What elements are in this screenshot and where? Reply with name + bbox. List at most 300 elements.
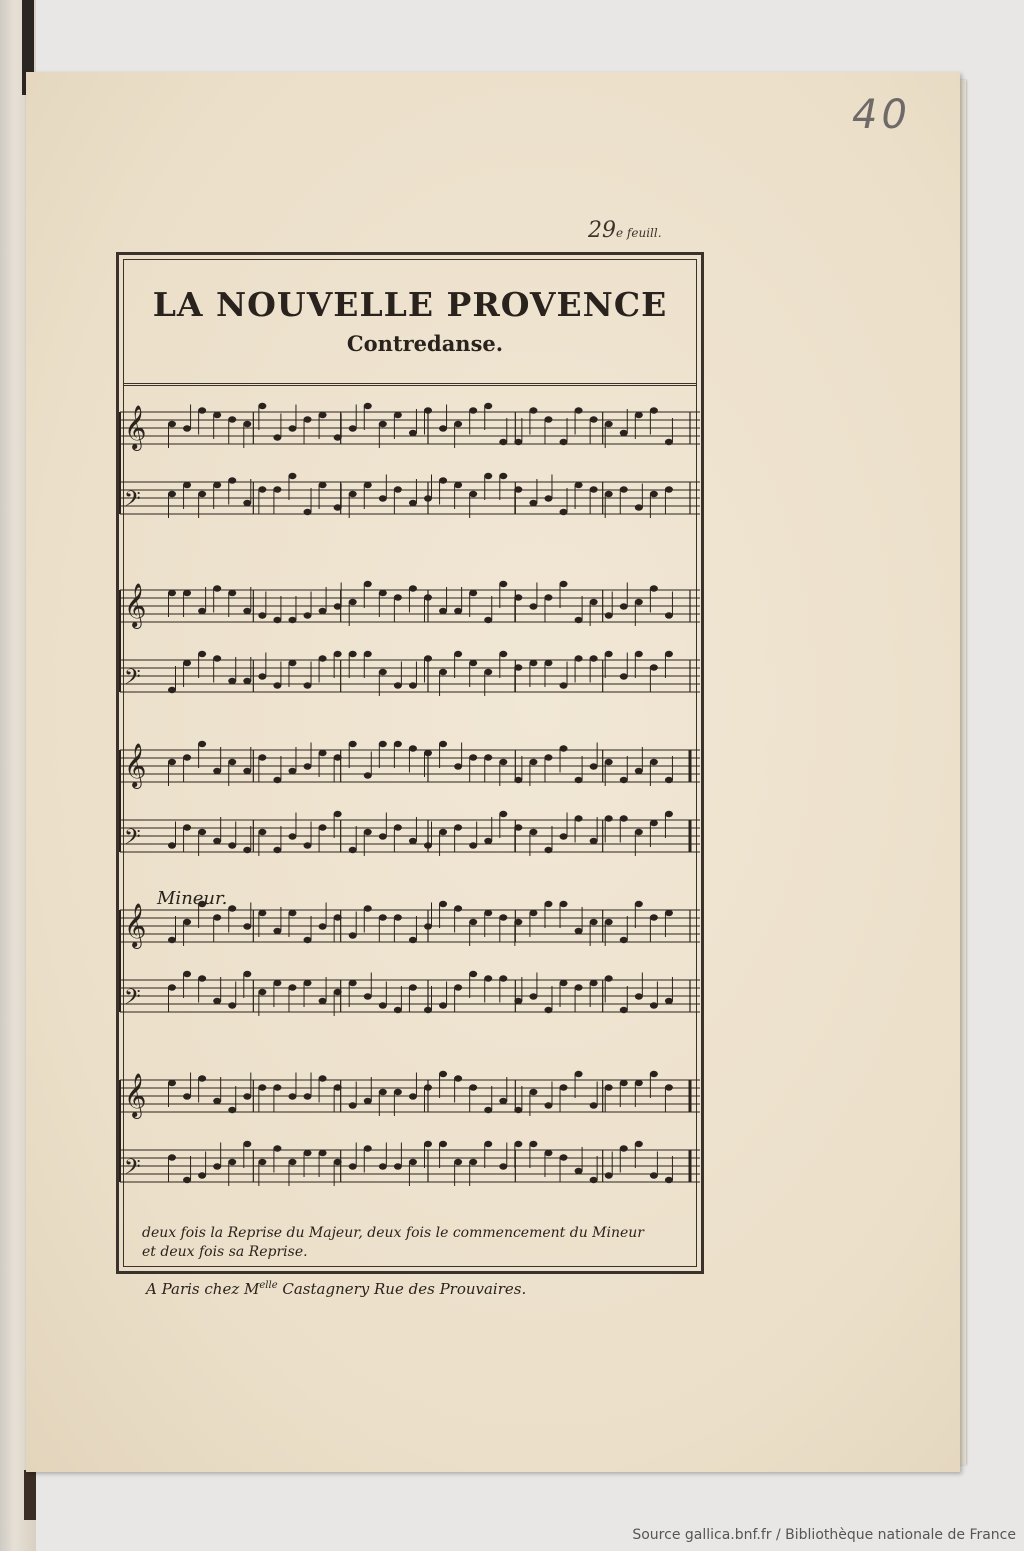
note-head xyxy=(183,660,191,666)
note-head xyxy=(560,833,568,839)
note-head xyxy=(499,439,507,445)
note-head xyxy=(665,910,673,916)
note-head xyxy=(650,1172,658,1178)
note-head xyxy=(258,754,266,760)
note-head xyxy=(499,1098,507,1104)
note-head xyxy=(544,754,552,760)
note-head xyxy=(469,660,477,666)
note-head xyxy=(258,673,266,679)
note-head xyxy=(258,989,266,995)
clef-glyph: 𝄢 xyxy=(124,985,141,1015)
note-head xyxy=(334,603,342,609)
note-head xyxy=(394,741,402,747)
note-head xyxy=(183,1177,191,1183)
note-head xyxy=(364,772,372,778)
note-head xyxy=(620,430,628,436)
note-head xyxy=(424,594,432,600)
note-head xyxy=(560,901,568,907)
note-head xyxy=(198,407,206,413)
note-head xyxy=(334,1084,342,1090)
note-head xyxy=(273,486,281,492)
note-head xyxy=(544,1150,552,1156)
note-head xyxy=(183,590,191,596)
note-head xyxy=(650,407,658,413)
note-head xyxy=(243,421,251,427)
note-head xyxy=(454,608,462,614)
note-head xyxy=(349,599,357,605)
leaf-number-suffix: e feuill. xyxy=(616,226,662,240)
note-head xyxy=(213,585,221,591)
note-head xyxy=(514,439,522,445)
music-score xyxy=(118,400,702,1220)
note-head xyxy=(288,425,296,431)
note-head xyxy=(183,971,191,977)
note-head xyxy=(168,687,176,693)
note-head xyxy=(605,759,613,765)
imprint-superscript: elle xyxy=(259,1280,278,1291)
note-head xyxy=(424,495,432,501)
note-head xyxy=(424,923,432,929)
note-head xyxy=(620,603,628,609)
note-head xyxy=(514,664,522,670)
note-head xyxy=(529,910,537,916)
note-head xyxy=(620,1007,628,1013)
note-head xyxy=(334,1159,342,1165)
note-head xyxy=(424,655,432,661)
note-head xyxy=(469,491,477,497)
note-head xyxy=(469,1159,477,1165)
note-head xyxy=(605,815,613,821)
note-head xyxy=(590,486,598,492)
note-head xyxy=(424,1084,432,1090)
section-label-mineur: Mineur. xyxy=(157,888,228,909)
note-head xyxy=(273,847,281,853)
note-head xyxy=(319,923,327,929)
note-head xyxy=(304,842,312,848)
note-head xyxy=(243,923,251,929)
note-head xyxy=(243,971,251,977)
note-head xyxy=(183,482,191,488)
note-head xyxy=(304,416,312,422)
note-head xyxy=(575,928,583,934)
note-head xyxy=(454,421,462,427)
note-head xyxy=(379,914,387,920)
note-head xyxy=(484,754,492,760)
note-head xyxy=(454,984,462,990)
note-head xyxy=(439,425,447,431)
note-head xyxy=(258,829,266,835)
note-head xyxy=(635,1141,643,1147)
imprint-prefix: A Paris chez M xyxy=(146,1280,260,1298)
note-head xyxy=(334,811,342,817)
note-head xyxy=(544,1102,552,1108)
note-head xyxy=(243,847,251,853)
note-head xyxy=(213,1163,221,1169)
note-head xyxy=(575,815,583,821)
note-head xyxy=(409,585,417,591)
note-head xyxy=(409,682,417,688)
note-head xyxy=(319,1150,327,1156)
note-head xyxy=(198,741,206,747)
note-head xyxy=(288,1093,296,1099)
note-head xyxy=(273,1145,281,1151)
note-head xyxy=(514,919,522,925)
note-head xyxy=(544,594,552,600)
note-head xyxy=(334,651,342,657)
note-head xyxy=(560,439,568,445)
note-head xyxy=(499,975,507,981)
note-head xyxy=(198,491,206,497)
clef-glyph: 𝄢 xyxy=(124,487,141,517)
note-head xyxy=(288,660,296,666)
note-head xyxy=(304,763,312,769)
note-head xyxy=(319,824,327,830)
note-head xyxy=(364,482,372,488)
note-head xyxy=(469,407,477,413)
note-head xyxy=(243,1093,251,1099)
note-head xyxy=(304,612,312,618)
note-head xyxy=(560,1154,568,1160)
note-head xyxy=(439,608,447,614)
note-head xyxy=(665,612,673,618)
note-head xyxy=(273,777,281,783)
note-head xyxy=(439,1071,447,1077)
note-head xyxy=(605,651,613,657)
note-head xyxy=(620,815,628,821)
note-head xyxy=(665,777,673,783)
note-head xyxy=(575,617,583,623)
note-head xyxy=(379,590,387,596)
note-head xyxy=(394,412,402,418)
note-head xyxy=(334,434,342,440)
note-head xyxy=(439,1002,447,1008)
publisher-imprint xyxy=(146,1280,526,1298)
note-head xyxy=(665,1084,673,1090)
note-head xyxy=(665,651,673,657)
note-head xyxy=(439,669,447,675)
note-head xyxy=(288,1159,296,1165)
note-head xyxy=(304,1093,312,1099)
note-head xyxy=(620,777,628,783)
note-head xyxy=(349,847,357,853)
note-head xyxy=(394,824,402,830)
note-head xyxy=(319,1075,327,1081)
note-head xyxy=(575,777,583,783)
note-head xyxy=(650,914,658,920)
note-head xyxy=(213,768,221,774)
note-head xyxy=(590,1102,598,1108)
note-head xyxy=(213,1098,221,1104)
note-head xyxy=(409,430,417,436)
note-head xyxy=(605,975,613,981)
repeat-instructions xyxy=(142,1224,702,1262)
note-head xyxy=(198,651,206,657)
note-head xyxy=(168,984,176,990)
note-head xyxy=(544,901,552,907)
note-head xyxy=(650,1071,658,1077)
note-head xyxy=(304,980,312,986)
note-head xyxy=(168,842,176,848)
note-head xyxy=(319,655,327,661)
note-head xyxy=(499,1163,507,1169)
note-head xyxy=(499,811,507,817)
note-head xyxy=(454,905,462,911)
note-head xyxy=(605,421,613,427)
note-head xyxy=(319,998,327,1004)
note-head xyxy=(529,660,537,666)
note-head xyxy=(620,1145,628,1151)
note-head xyxy=(469,919,477,925)
note-head xyxy=(439,829,447,835)
note-head xyxy=(529,759,537,765)
note-head xyxy=(665,1177,673,1183)
note-head xyxy=(228,590,236,596)
page-subtitle: Contredanse. xyxy=(346,331,504,356)
note-head xyxy=(364,1145,372,1151)
note-head xyxy=(665,486,673,492)
note-head xyxy=(228,1002,236,1008)
note-head xyxy=(665,998,673,1004)
note-head xyxy=(409,1093,417,1099)
note-head xyxy=(529,1089,537,1095)
note-head xyxy=(258,403,266,409)
note-head xyxy=(409,838,417,844)
note-head xyxy=(183,1093,191,1099)
note-head xyxy=(394,914,402,920)
note-head xyxy=(409,500,417,506)
note-head xyxy=(605,612,613,618)
note-head xyxy=(514,486,522,492)
clef-glyph: 𝄞 xyxy=(124,405,147,449)
note-head xyxy=(379,833,387,839)
note-head xyxy=(590,416,598,422)
note-head xyxy=(288,833,296,839)
note-head xyxy=(243,500,251,506)
note-head xyxy=(168,937,176,943)
note-head xyxy=(228,1107,236,1113)
note-head xyxy=(183,919,191,925)
note-head xyxy=(560,980,568,986)
note-head xyxy=(394,486,402,492)
note-head xyxy=(258,1084,266,1090)
note-head xyxy=(228,842,236,848)
note-head xyxy=(349,741,357,747)
note-head xyxy=(469,842,477,848)
note-head xyxy=(484,975,492,981)
note-head xyxy=(379,495,387,501)
note-head xyxy=(349,651,357,657)
note-head xyxy=(228,905,236,911)
note-head xyxy=(650,820,658,826)
leaf-number-value: 29 xyxy=(588,218,616,243)
note-head xyxy=(605,1084,613,1090)
note-head xyxy=(364,905,372,911)
note-head xyxy=(499,759,507,765)
note-head xyxy=(590,1177,598,1183)
note-head xyxy=(635,651,643,657)
note-head xyxy=(529,829,537,835)
note-head xyxy=(228,477,236,483)
note-head xyxy=(499,651,507,657)
note-head xyxy=(469,754,477,760)
note-head xyxy=(529,407,537,413)
note-head xyxy=(590,980,598,986)
note-head xyxy=(635,829,643,835)
note-head xyxy=(454,763,462,769)
note-head xyxy=(273,1084,281,1090)
note-head xyxy=(424,1007,432,1013)
note-head xyxy=(394,1163,402,1169)
note-head xyxy=(469,971,477,977)
note-head xyxy=(650,1002,658,1008)
note-head xyxy=(590,838,598,844)
note-head xyxy=(183,824,191,830)
clef-glyph: 𝄞 xyxy=(124,1073,147,1117)
note-head xyxy=(620,486,628,492)
note-head xyxy=(590,763,598,769)
note-head xyxy=(168,421,176,427)
note-head xyxy=(319,482,327,488)
note-head xyxy=(544,416,552,422)
note-head xyxy=(635,412,643,418)
note-head xyxy=(560,509,568,515)
note-head xyxy=(424,842,432,848)
note-head xyxy=(575,984,583,990)
note-head xyxy=(635,993,643,999)
clef-glyph: 𝄞 xyxy=(124,903,147,947)
clef-glyph: 𝄢 xyxy=(124,825,141,855)
note-head xyxy=(168,491,176,497)
note-head xyxy=(575,655,583,661)
note-head xyxy=(499,473,507,479)
note-head xyxy=(484,669,492,675)
note-head xyxy=(590,599,598,605)
note-head xyxy=(529,1141,537,1147)
note-head xyxy=(620,937,628,943)
note-head xyxy=(454,824,462,830)
note-head xyxy=(349,1163,357,1169)
page-title: LA NOUVELLE PROVENCE xyxy=(152,285,668,324)
note-head xyxy=(635,504,643,510)
note-head xyxy=(379,1002,387,1008)
note-head xyxy=(198,1172,206,1178)
note-head xyxy=(605,491,613,497)
note-head xyxy=(198,829,206,835)
note-head xyxy=(243,608,251,614)
note-head xyxy=(469,1084,477,1090)
note-head xyxy=(484,838,492,844)
note-head xyxy=(529,603,537,609)
note-head xyxy=(198,1075,206,1081)
note-head xyxy=(499,914,507,920)
note-head xyxy=(349,1102,357,1108)
note-head xyxy=(258,910,266,916)
note-head xyxy=(560,581,568,587)
note-head xyxy=(288,473,296,479)
binding-strip-bottom xyxy=(24,1470,36,1520)
note-head xyxy=(243,768,251,774)
note-head xyxy=(379,421,387,427)
note-head xyxy=(273,434,281,440)
footnote-line-2: et deux fois sa Reprise. xyxy=(142,1244,308,1260)
note-head xyxy=(484,910,492,916)
note-head xyxy=(273,928,281,934)
note-head xyxy=(575,1071,583,1077)
note-head xyxy=(424,750,432,756)
note-head xyxy=(484,1141,492,1147)
note-head xyxy=(590,655,598,661)
note-head xyxy=(273,682,281,688)
note-head xyxy=(334,989,342,995)
note-head xyxy=(454,482,462,488)
note-head xyxy=(409,745,417,751)
note-head xyxy=(650,491,658,497)
note-head xyxy=(514,1141,522,1147)
note-head xyxy=(168,759,176,765)
note-head xyxy=(364,581,372,587)
note-head xyxy=(288,984,296,990)
note-head xyxy=(575,407,583,413)
note-head xyxy=(439,477,447,483)
note-head xyxy=(288,910,296,916)
note-head xyxy=(439,741,447,747)
note-head xyxy=(213,838,221,844)
note-head xyxy=(394,682,402,688)
note-head xyxy=(409,1159,417,1165)
note-head xyxy=(424,407,432,413)
note-head xyxy=(529,500,537,506)
note-head xyxy=(454,1075,462,1081)
note-head xyxy=(243,1141,251,1147)
note-head xyxy=(650,759,658,765)
note-head xyxy=(514,1107,522,1113)
note-head xyxy=(349,932,357,938)
note-head xyxy=(499,581,507,587)
note-head xyxy=(213,998,221,1004)
title-box xyxy=(123,259,697,386)
manuscript-page-number: 40 xyxy=(852,92,911,138)
note-head xyxy=(334,914,342,920)
note-head xyxy=(394,1007,402,1013)
note-head xyxy=(560,682,568,688)
source-credit: Source gallica.bnf.fr / Bibliothèque nationale de France xyxy=(632,1527,1016,1543)
note-head xyxy=(394,594,402,600)
note-head xyxy=(319,412,327,418)
note-head xyxy=(198,975,206,981)
note-head xyxy=(529,993,537,999)
note-head xyxy=(273,617,281,623)
note-head xyxy=(288,768,296,774)
note-head xyxy=(469,590,477,596)
note-head xyxy=(213,412,221,418)
note-head xyxy=(213,482,221,488)
footnote-line-1: deux fois la Reprise du Majeur, deux fois le commencement du Mineur xyxy=(142,1225,644,1241)
note-head xyxy=(334,504,342,510)
note-head xyxy=(605,1172,613,1178)
leaf-number xyxy=(588,218,662,243)
note-head xyxy=(228,678,236,684)
note-head xyxy=(635,901,643,907)
note-head xyxy=(514,998,522,1004)
note-head xyxy=(304,937,312,943)
note-head xyxy=(620,673,628,679)
note-head xyxy=(258,486,266,492)
clef-glyph: 𝄢 xyxy=(124,665,141,695)
note-head xyxy=(364,403,372,409)
note-head xyxy=(349,425,357,431)
note-head xyxy=(319,750,327,756)
note-head xyxy=(288,617,296,623)
